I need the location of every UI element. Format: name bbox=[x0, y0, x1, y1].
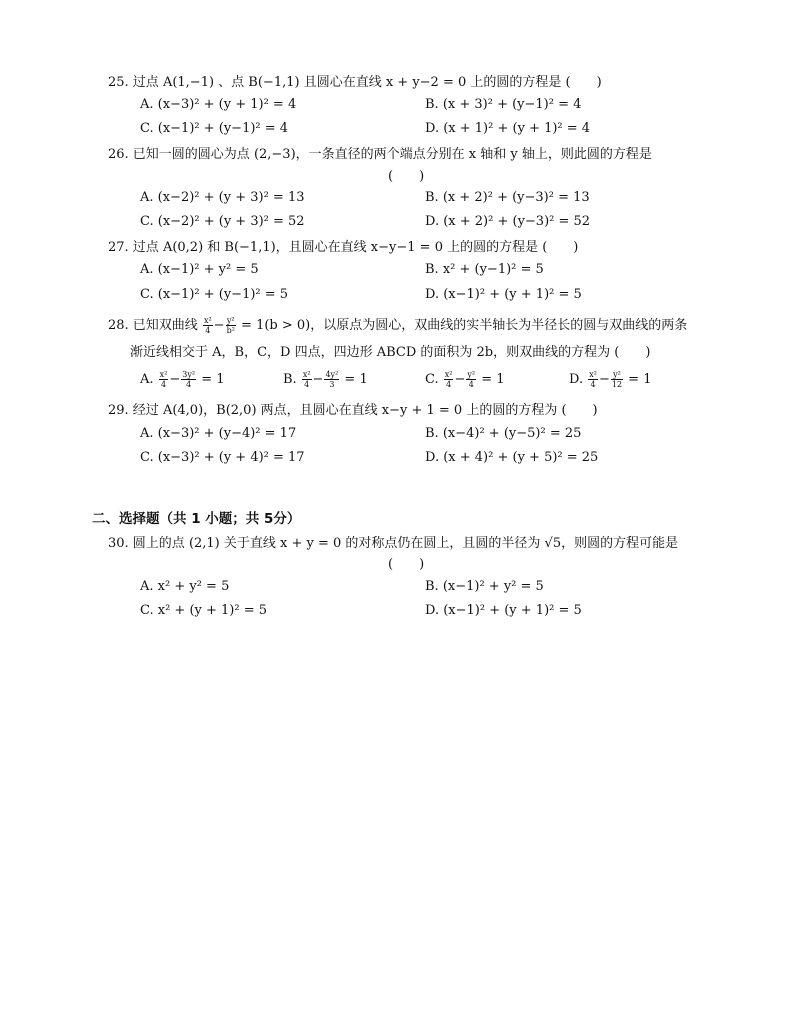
question-30-option-d: D. (x−1)² + (y + 1)² = 5 bbox=[425, 603, 582, 618]
question-26-option-d: D. (x + 2)² + (y−3)² = 52 bbox=[425, 214, 591, 229]
fraction-denominator: 4 bbox=[468, 380, 474, 389]
fraction-numerator: y² bbox=[611, 370, 623, 380]
question-27-stem: 27. 过点 A(0,2) 和 B(−1,1)，且圆心在直线 x−y−1 = 0 上的圆的方程是 ( ) bbox=[108, 240, 579, 255]
question-30-option-c: C. x² + (y + 1)² = 5 bbox=[140, 603, 268, 618]
fraction-numerator: 4y² bbox=[325, 370, 339, 379]
question-30-option-b: B. (x−1)² + y² = 5 bbox=[425, 579, 544, 594]
fraction-numerator: 3y² bbox=[182, 370, 196, 379]
fraction-x2-over-4 bbox=[203, 316, 213, 335]
fraction-numerator: x² bbox=[159, 370, 168, 379]
question-30-answer-paren: ( ) bbox=[388, 557, 425, 572]
fraction-denominator: 4 bbox=[205, 326, 211, 335]
equation-rhs: = 1 bbox=[477, 372, 505, 387]
question-25-option-c: C. (x−1)² + (y−1)² = 4 bbox=[140, 121, 289, 136]
equation-rhs: = 1 bbox=[340, 372, 368, 387]
option-label: A. bbox=[140, 372, 158, 387]
fraction bbox=[444, 370, 454, 389]
question-28-option-c: C. $\frac{\text{x²}}{4}$ − $\frac{\text{y²}}{4}$ = 1 bbox=[425, 370, 505, 389]
fraction bbox=[588, 370, 598, 389]
question-26-option-a: A. (x−2)² + (y + 3)² = 13 bbox=[140, 190, 305, 205]
fraction-denominator: 4 bbox=[160, 380, 167, 389]
question-26-answer-paren: ( ) bbox=[388, 169, 425, 184]
fraction bbox=[302, 370, 312, 389]
fraction-denominator: 12 bbox=[611, 380, 623, 389]
fraction-denominator: 4 bbox=[446, 380, 452, 389]
question-27-option-c: C. (x−1)² + (y−1)² = 5 bbox=[140, 287, 289, 302]
question-29-option-c: C. (x−3)² + (y + 4)² = 17 bbox=[140, 450, 305, 465]
question-25-option-d: D. (x + 1)² + (y + 1)² = 4 bbox=[425, 121, 591, 136]
question-28-stem bbox=[108, 316, 708, 335]
question-25-option-a: A. (x−3)² + (y + 1)² = 4 bbox=[140, 97, 297, 112]
question-29-option-a: A. (x−3)² + (y−4)² = 17 bbox=[140, 426, 297, 441]
question-28-stem-line2: 渐近线相交于 A，B，C，D 四点，四边形 ABCD 的面积为 2b，则双曲线的方程为 ( ) bbox=[130, 345, 651, 360]
question-27-option-b: B. x² + (y−1)² = 5 bbox=[425, 262, 544, 277]
question-27-option-d: D. (x−1)² + (y + 1)² = 5 bbox=[425, 287, 582, 302]
fraction-numerator: x² bbox=[302, 370, 311, 379]
equation-rhs: = 1 bbox=[624, 372, 652, 387]
fraction bbox=[324, 370, 339, 389]
question-25-stem: 25. 过点 A(1,−1) 、点 B(−1,1) 且圆心在直线 x + y−2 = 0 上的圆的方程是 ( ) bbox=[108, 75, 602, 90]
fraction-denominator: 4 bbox=[304, 380, 310, 389]
fraction bbox=[181, 370, 196, 389]
fraction bbox=[159, 370, 169, 389]
minus-sign: − bbox=[213, 318, 225, 333]
fraction-numerator: x² bbox=[444, 370, 453, 379]
question-26-option-b: B. (x + 2)² + (y−3)² = 13 bbox=[425, 190, 590, 205]
question-26-stem: 26. 已知一圆的圆心为点 (2,−3)，一条直径的两个端点分别在 x 轴和 y 轴上，则此圆的方程是 bbox=[108, 147, 652, 162]
fraction-numerator: y² bbox=[226, 316, 235, 325]
fraction-denominator: b² bbox=[226, 326, 235, 335]
question-29-stem: 29. 经过 A(4,0)，B(2,0) 两点，且圆心在直线 x−y + 1 = 0 上的圆的方程为 ( ) bbox=[108, 403, 598, 418]
fraction bbox=[611, 370, 623, 389]
fraction-numerator: x² bbox=[589, 370, 597, 379]
option-label: C. bbox=[425, 372, 443, 387]
question-28-stem-post: = 1(b > 0)，以原点为圆心，双曲线的实半轴长为半径长的圆与双曲线的两条 bbox=[236, 318, 688, 333]
fraction bbox=[466, 370, 476, 389]
question-28-option-b: B. $\frac{\text{x²}}{4}$ − $\frac{\text{4y²}}{3}$ = 1 bbox=[283, 370, 368, 389]
question-28-option-d: D. $\frac{\text{x²}}{4}$ − $\frac{\text{y²}}{12}$ = 1 bbox=[569, 370, 652, 389]
question-26-option-c: C. (x−2)² + (y + 3)² = 52 bbox=[140, 214, 305, 229]
option-label: D. bbox=[569, 372, 588, 387]
question-27-option-a: A. (x−1)² + y² = 5 bbox=[140, 262, 259, 277]
option-label: B. bbox=[283, 372, 301, 387]
question-28-stem-pre: 28. 已知双曲线 bbox=[108, 318, 202, 333]
fraction-numerator: x² bbox=[203, 316, 212, 325]
fraction-denominator: 3 bbox=[329, 380, 335, 389]
question-28-option-a: A. $\frac{\text{x²}}{4}$ − $\frac{\text{3y²}}{4}$ = 1 bbox=[140, 370, 225, 389]
question-30-option-a: A. x² + y² = 5 bbox=[140, 579, 230, 594]
question-30-stem: 30. 圆上的点 (2,1) 关于直线 x + y = 0 的对称点仍在圆上，且圆的半径为 √5，则圆的方程可能是 bbox=[108, 536, 679, 551]
fraction-y2-over-b2 bbox=[226, 316, 236, 335]
equation-rhs: = 1 bbox=[197, 372, 225, 387]
fraction-numerator: y² bbox=[467, 370, 476, 379]
question-29-option-b: B. (x−4)² + (y−5)² = 25 bbox=[425, 426, 582, 441]
question-25-option-b: B. (x + 3)² + (y−1)² = 4 bbox=[425, 97, 582, 112]
fraction-denominator: 4 bbox=[186, 380, 192, 389]
fraction-denominator: 4 bbox=[590, 380, 596, 389]
question-29-option-d: D. (x + 4)² + (y + 5)² = 25 bbox=[425, 450, 599, 465]
section-title: 二、选择题（共 1 小题；共 5分） bbox=[92, 511, 301, 527]
